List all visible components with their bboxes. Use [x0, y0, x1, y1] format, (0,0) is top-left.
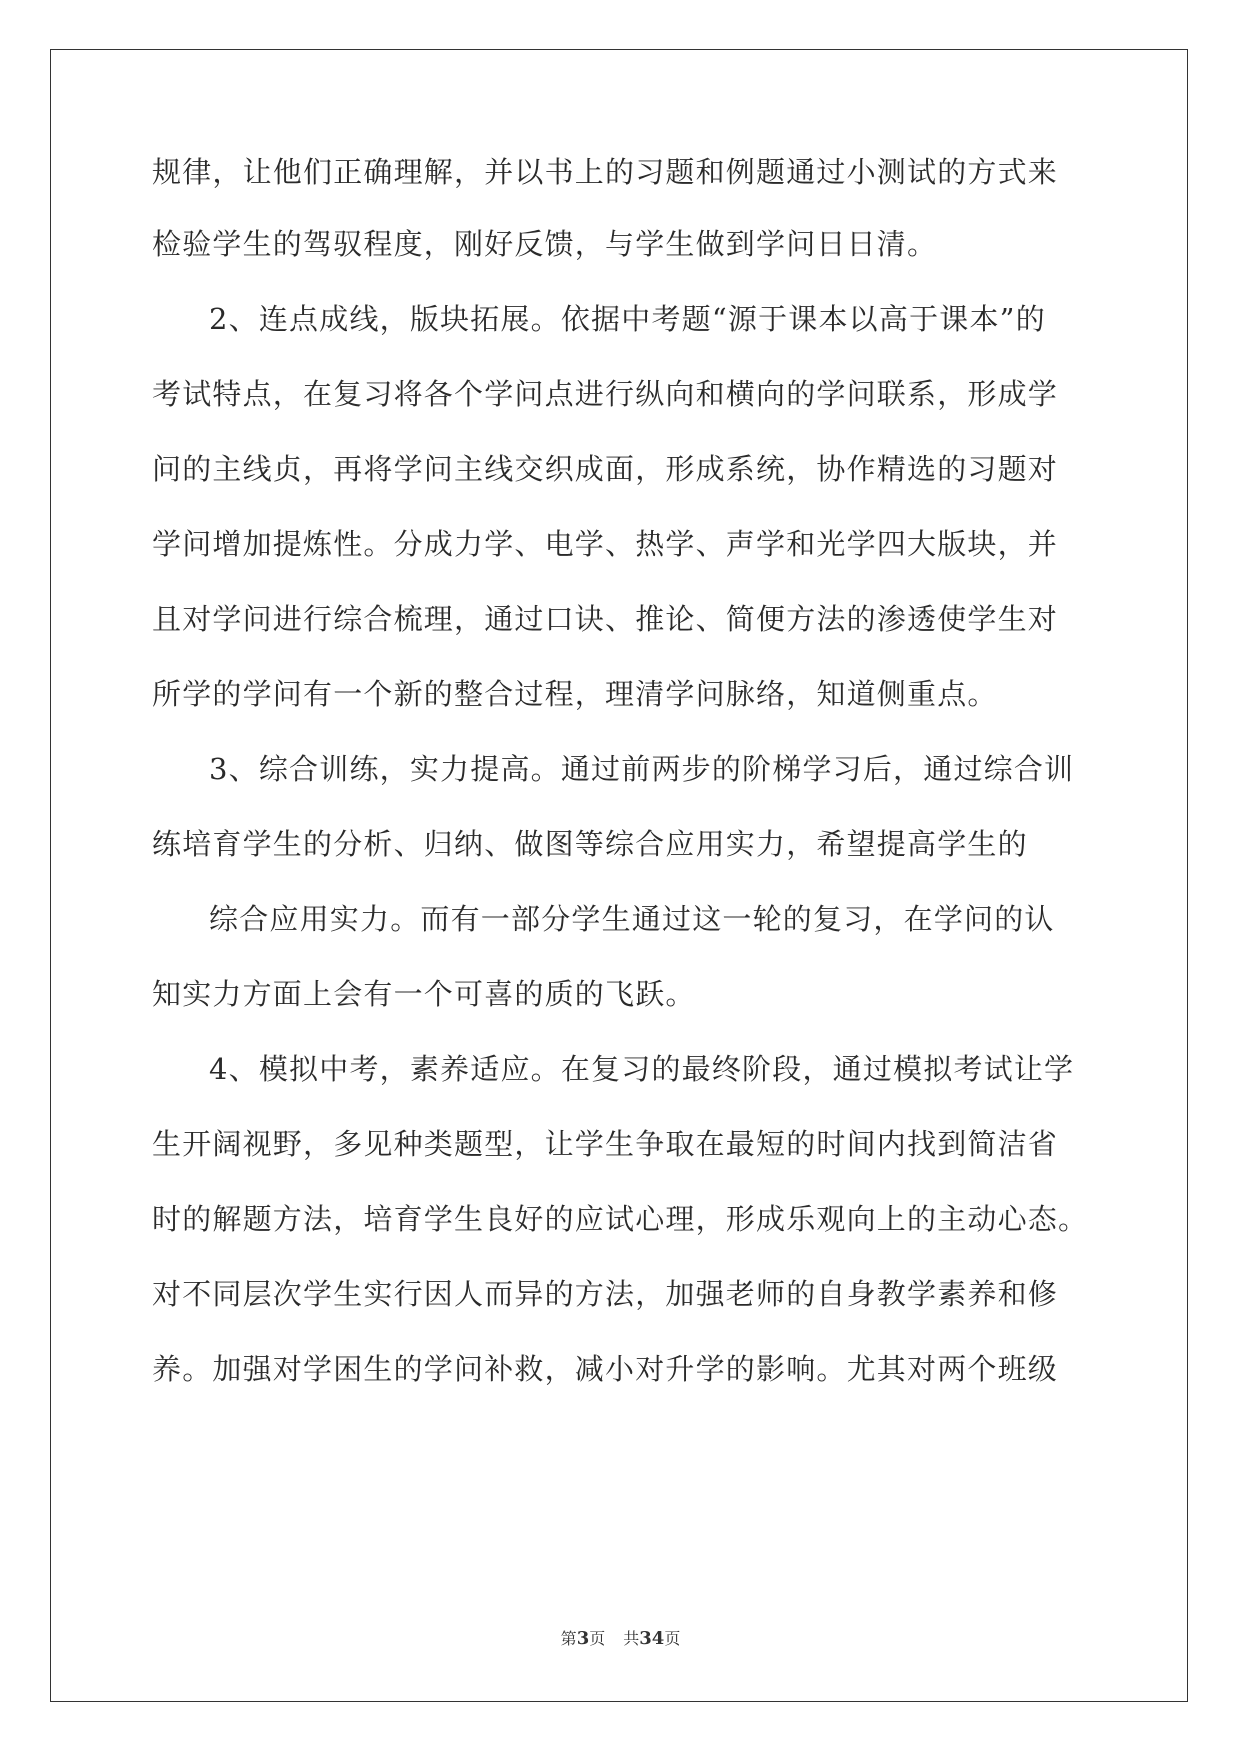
text-line: 养。加强对学困生的学问补救，减小对升学的影响。尤其对两个班级: [152, 1352, 1059, 1386]
paragraph-start: 综合应用实力。而有一部分学生通过这一轮的复习，在学问的认: [209, 902, 1055, 936]
footer-total-suffix: 页: [664, 1629, 681, 1648]
text-line: 时的解题方法，培育学生良好的应试心理，形成乐观向上的主动心态。: [152, 1202, 1089, 1236]
text-line: 对不同层次学生实行因人而异的方法，加强老师的自身教学素养和修: [152, 1277, 1059, 1311]
paragraph-4-start: 4、模拟中考，素养适应。在复习的最终阶段，通过模拟考试让学: [209, 1052, 1075, 1086]
footer-prefix: 第: [560, 1629, 577, 1648]
total-pages: 34: [639, 1628, 665, 1649]
text-line: 问的主线贞，再将学问主线交织成面，形成系统，协作精选的习题对: [152, 452, 1059, 486]
text-line: 考试特点，在复习将各个学问点进行纵向和横向的学问联系，形成学: [152, 377, 1059, 411]
text-line: 规律，让他们正确理解，并以书上的习题和例题通过小测试的方式来: [152, 155, 1059, 189]
paragraph-3-start: 3、综合训练，实力提高。通过前两步的阶梯学习后，通过综合训: [209, 752, 1075, 786]
page-border: [50, 49, 1188, 1702]
text-line: 学问增加提炼性。分成力学、电学、热学、声学和光学四大版块，并: [152, 527, 1059, 561]
footer-total-prefix: 共: [623, 1629, 640, 1648]
text-line: 知实力方面上会有一个可喜的质的飞跃。: [152, 977, 696, 1011]
text-line: 所学的学问有一个新的整合过程，理清学问脉络，知道侧重点。: [152, 677, 998, 711]
footer-page-suffix: 页: [589, 1629, 606, 1648]
text-line: 检验学生的驾驭程度，刚好反馈，与学生做到学问日日清。: [152, 227, 938, 261]
page-number: 3: [576, 1628, 590, 1649]
text-line: 生开阔视野，多见种类题型，让学生争取在最短的时间内找到简洁省: [152, 1127, 1059, 1161]
text-line: 练培育学生的分析、归纳、做图等综合应用实力，希望提高学生的: [152, 827, 1028, 861]
text-line: 且对学问进行综合梳理，通过口诀、推论、简便方法的渗透使学生对: [152, 602, 1059, 636]
paragraph-2-start: 2、连点成线，版块拓展。依据中考题“源于课本以高于课本”的: [209, 302, 1046, 336]
page-footer: [0, 1626, 1241, 1649]
